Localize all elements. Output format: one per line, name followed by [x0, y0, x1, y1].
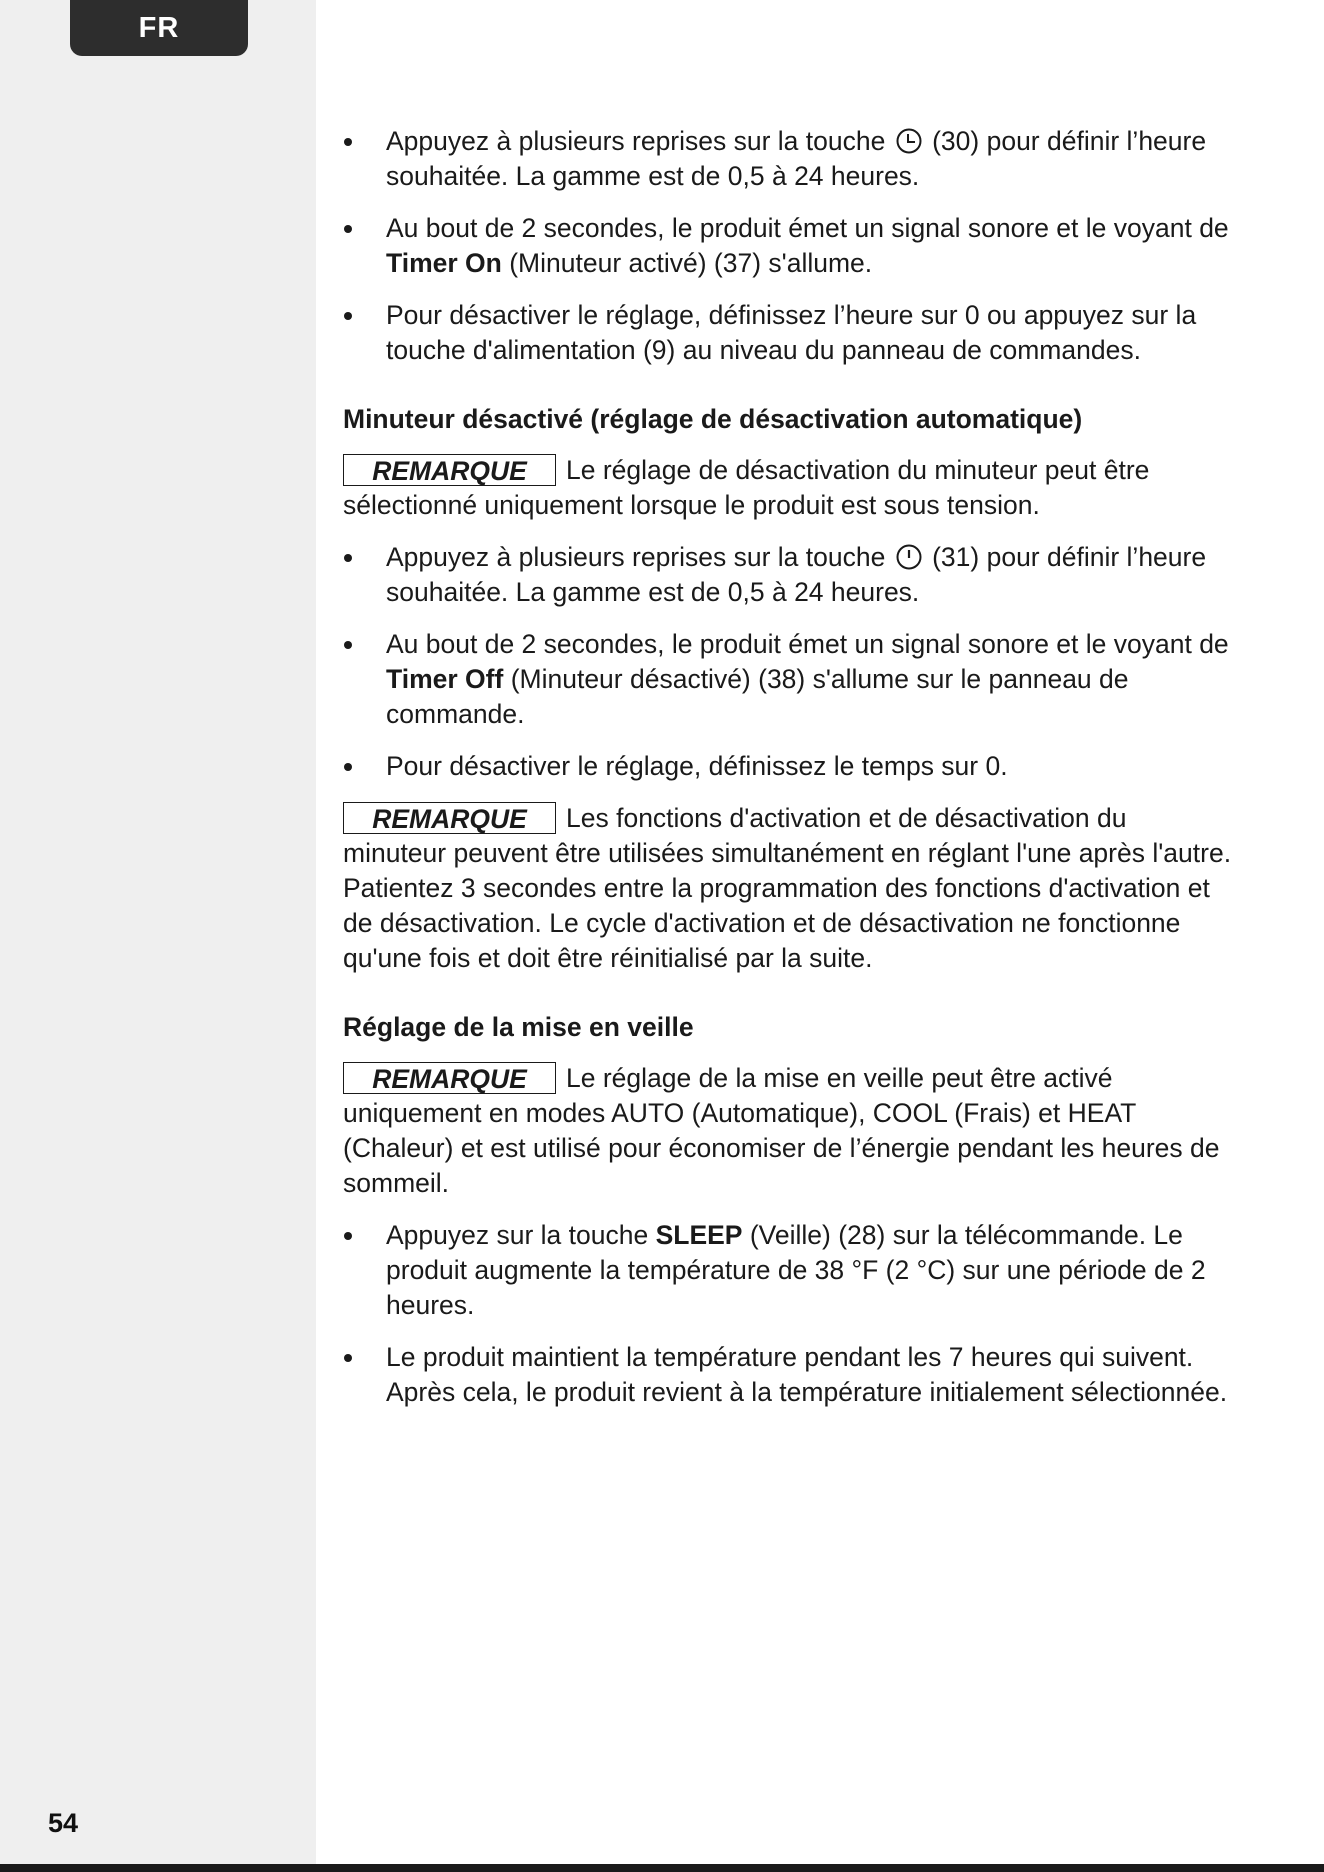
note-sleep: REMARQUE Le réglage de la mise en veille peut être activé uniquement en modes AUTO (Automatique), COOL (Frais) et HEAT (Chaleur) et est utilisé pour économiser de l’énergie pendant les heures de sommeil. — [343, 1063, 1220, 1198]
bottom-rule — [0, 1864, 1324, 1872]
timer-off-list — [343, 540, 1233, 784]
list-item: Pour désactiver le réglage, définissez l’heure sur 0 ou appuyez sur la touche d'alimentation (9) au niveau du panneau de commandes. — [343, 298, 1233, 368]
note-label: REMARQUE — [343, 802, 556, 834]
section-heading-sleep: Réglage de la mise en veille — [343, 1012, 694, 1042]
sleep-key-label: SLEEP — [655, 1220, 743, 1250]
list-item: Le produit maintient la température pendant les 7 heures qui suivent. Après cela, le produit revient à la température initialement sélectionnée. — [343, 1340, 1233, 1410]
note-label: REMARQUE — [343, 1062, 556, 1094]
list-item: Pour désactiver le réglage, définissez le temps sur 0. — [343, 749, 1233, 784]
section-heading-timer-off: Minuteur désactivé (réglage de désactivation automatique) — [343, 404, 1083, 434]
timer-off-label: Timer Off — [386, 664, 504, 694]
note-timer-combined: REMARQUE Les fonctions d'activation et de désactivation du minuteur peuvent être utilisées simultanément en réglant l'une après l'autre. Patientez 3 secondes entre la programmation des fonctions d'activation et de désactivation. Le cycle d'activation et de désactivation ne fonctionne qu'une fois et doit être réinitialisé par la suite. — [343, 803, 1232, 973]
page-number: 54 — [48, 1808, 79, 1838]
timer-on-list — [343, 124, 1233, 368]
timer-on-label: Timer On — [386, 248, 502, 278]
sleep-list — [343, 1218, 1233, 1410]
page-content — [343, 124, 1233, 1427]
note-timer-off: REMARQUE Le réglage de désactivation du minuteur peut être sélectionné uniquement lorsque le produit est sous tension. — [343, 455, 1150, 520]
language-tab: FR — [70, 0, 248, 56]
list-item: Appuyez à plusieurs reprises sur la touche (30) pour définir l’heure souhaitée. La gamme est de 0,5 à 24 heures. — [343, 124, 1233, 194]
note-label: REMARQUE — [343, 454, 556, 486]
left-margin-panel — [0, 0, 316, 1864]
list-item: Au bout de 2 secondes, le produit émet un signal sonore et le voyant de Timer Off (Minuteur désactivé) (38) s'allume sur le panneau de commande. — [343, 627, 1233, 732]
list-item: Appuyez à plusieurs reprises sur la touche (31) pour définir l’heure souhaitée. La gamme est de 0,5 à 24 heures. — [343, 540, 1233, 610]
list-item: Appuyez sur la touche SLEEP (Veille) (28) sur la télécommande. Le produit augmente la température de 38 °F (2 °C) sur une période de 2 heures. — [343, 1218, 1233, 1323]
clock-timer-off-icon — [895, 543, 923, 571]
list-item: Au bout de 2 secondes, le produit émet un signal sonore et le voyant de Timer On (Minuteur activé) (37) s'allume. — [343, 211, 1233, 281]
clock-timer-on-icon — [895, 127, 923, 155]
